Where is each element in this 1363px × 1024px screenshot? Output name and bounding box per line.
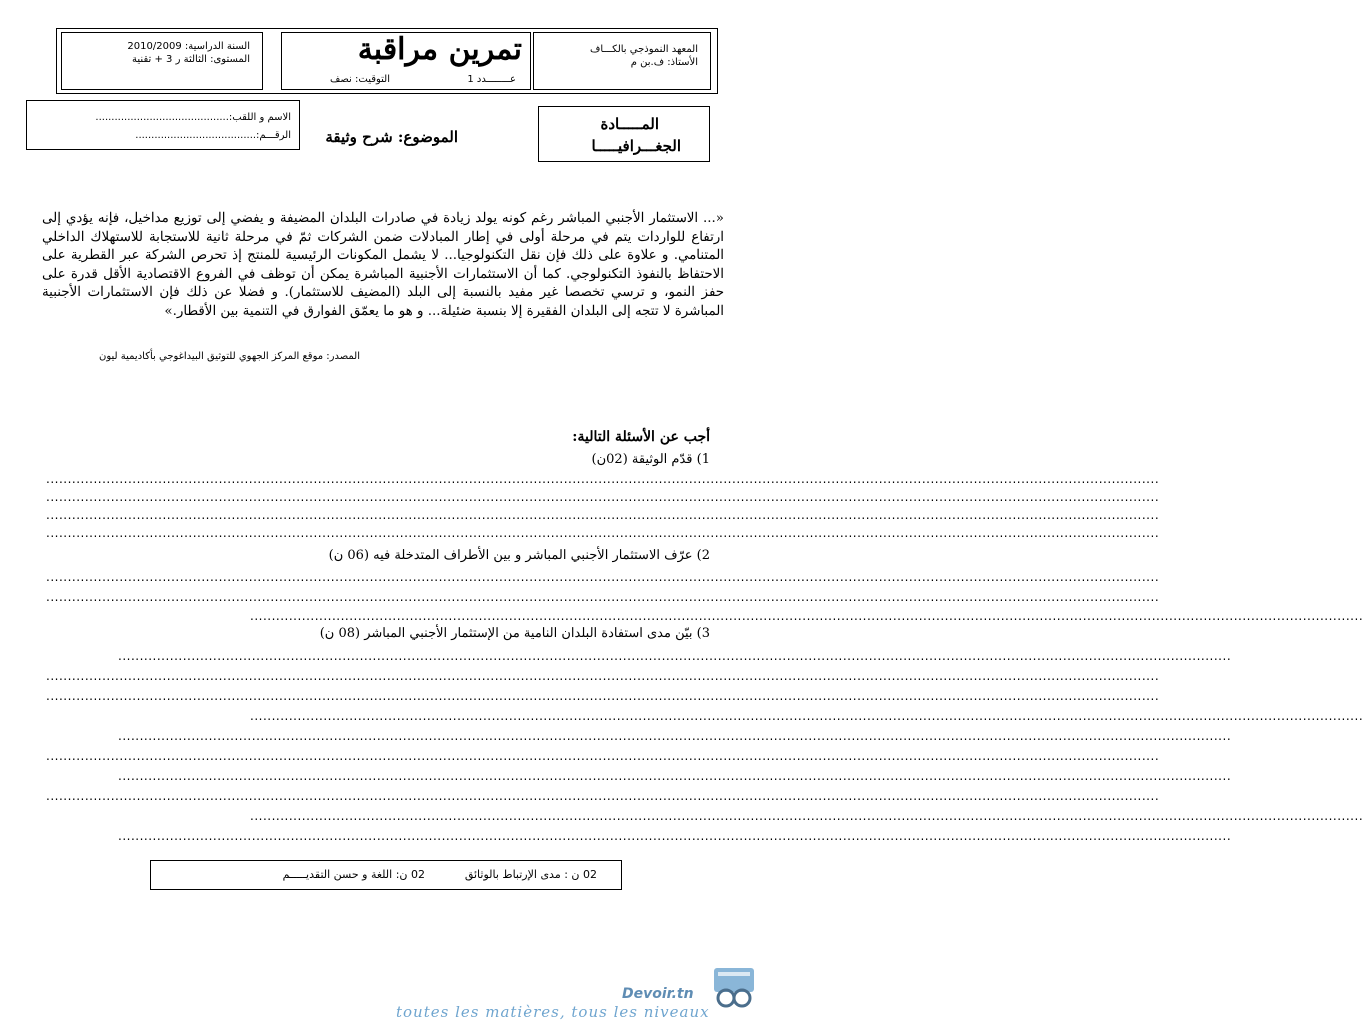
question-1: 1) قدّم الوثيقة (02ن) xyxy=(591,452,710,467)
school-name: المعهد النموذجي بالكـــاف xyxy=(589,44,698,55)
answer-line[interactable]: .................................................................................................................................................................................................................................................................. xyxy=(118,729,1232,743)
answer-line[interactable]: .................................................................................................................................................................................................................................................................. xyxy=(118,649,1232,663)
class-level: المستوى: الثالثة ر 3 + تقنية xyxy=(132,54,250,65)
question-2: 2) عرّف الاستثمار الأجنبي المباشر و بين الأطراف المتدخلة فيه (06 ن) xyxy=(328,548,710,563)
subject-name: الجغـــرافيـــــا xyxy=(591,137,681,155)
answer-line[interactable]: .................................................................................................................................................................................................................................................................. xyxy=(46,508,1160,522)
student-number-field[interactable]: الرقـــم:...................................... xyxy=(135,130,291,141)
answer-line[interactable]: .................................................................................................................................................................................................................................................................. xyxy=(118,829,1232,843)
answer-line[interactable]: .................................................................................................................................................................................................................................................................. xyxy=(250,809,1363,823)
school-info-box xyxy=(533,32,711,90)
document-source: المصدر: موقع المركز الجهوي للتوثيق البيداغوجي بأكاديمية ليون xyxy=(99,351,360,362)
answer-line[interactable]: .................................................................................................................................................................................................................................................................. xyxy=(250,609,1363,623)
school-year: السنة الدراسية: 2010/2009 xyxy=(127,41,250,52)
devoir-logo-icon xyxy=(712,966,756,1012)
answer-line[interactable]: .................................................................................................................................................................................................................................................................. xyxy=(46,749,1160,763)
header-frame xyxy=(56,28,718,94)
grading-item-language: 02 ن: اللغة و حسن التقديـــــم xyxy=(282,868,425,881)
answer-line[interactable]: .................................................................................................................................................................................................................................................................. xyxy=(46,590,1160,604)
grading-item-documents: 02 ن : مدى الإرتباط بالوثائق xyxy=(464,868,597,881)
answer-line[interactable]: .................................................................................................................................................................................................................................................................. xyxy=(46,526,1160,540)
teacher-name: الأستاذ: ف.بن م xyxy=(630,57,698,68)
question-3: 3) بيّن مدى استفادة البلدان النامية من الإستثمار الأجنبي المباشر (08 ن) xyxy=(319,626,710,641)
exam-title: تمرين مراقبة xyxy=(357,32,522,67)
exam-title-box xyxy=(281,32,531,90)
footer-slogan: toutes les matières, tous les niveaux xyxy=(396,1003,710,1021)
exam-number: عــــــــدد 1 xyxy=(467,74,516,85)
answer-line[interactable]: .................................................................................................................................................................................................................................................................. xyxy=(250,709,1363,723)
answer-line[interactable]: .................................................................................................................................................................................................................................................................. xyxy=(46,789,1160,803)
answer-line[interactable]: .................................................................................................................................................................................................................................................................. xyxy=(46,472,1160,486)
topic-title: الموضوع: شرح وثيقة xyxy=(325,128,458,146)
answer-line[interactable]: .................................................................................................................................................................................................................................................................. xyxy=(46,689,1160,703)
answer-line[interactable]: .................................................................................................................................................................................................................................................................. xyxy=(46,570,1160,584)
footer-logo-text: Devoir.tn xyxy=(622,986,694,1002)
student-name-field[interactable]: الاسم و اللقب:.......................................... xyxy=(95,112,291,123)
document-text: «... الاستثمار الأجنبي المباشر رغم كونه يولد زيادة في صادرات البلدان المضيفة و يفضي إلى توزيع مداخيل، فإنه يؤدي إلى ارتفاع للواردات يتم في مرحلة أولى في إطار المبادلات ضمن الشركات ثمّ في مرحلة ثانية للاستجابة للاستهلاك الداخلي المتنامي. و علاوة على ذلك فإن نقل التكنولوجيا... لا يشمل المكونات الرئيسية للمنتج إذ تحرص الشركة عبر القطرية على الاحتفاظ بالنفوذ التكنولوجي. كما أن الاستثمارات الأجنبية المباشرة يمكن أن توظف في الفروع الاقتصادية الأقل قدرة على حفز النمو، و ترسي تخصصا غير مفيد بالنسبة إلى البلد (المضيف للاستثمار). و فضلا عن ذلك فإن الاستثمارات الأجنبية المباشرة لا تتجه إلى البلدان الفقيرة إلا بنسبة ضئيلة... و هو ما يعمّق الفوارق في التنمية بين الأقطار.» xyxy=(42,211,724,319)
subject-label: المـــــادة xyxy=(600,115,659,133)
subject-box xyxy=(538,106,710,162)
answer-line[interactable]: .................................................................................................................................................................................................................................................................. xyxy=(118,769,1232,783)
year-level-box xyxy=(61,32,263,90)
grading-box xyxy=(150,860,622,890)
questions-instruction: أجب عن الأسئلة التالية: xyxy=(572,429,710,445)
student-info-box xyxy=(26,100,300,150)
answer-line[interactable]: .................................................................................................................................................................................................................................................................. xyxy=(46,669,1160,683)
exam-duration: التوقيت: نصف xyxy=(330,74,390,85)
answer-line[interactable]: .................................................................................................................................................................................................................................................................. xyxy=(46,490,1160,504)
